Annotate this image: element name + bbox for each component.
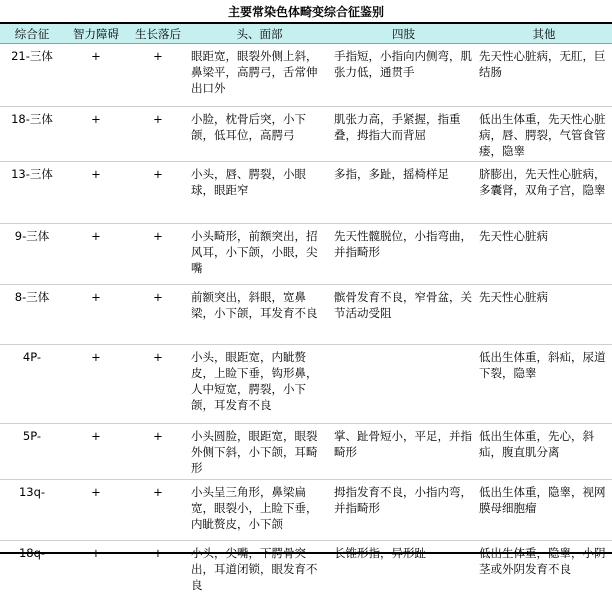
table-row	[0, 224, 612, 285]
limbs-cell: 肌张力高，手紧握，指重叠，拇指大而背屈	[331, 107, 476, 162]
other-cell: 低出生体重，隐睾，视网膜母细胞瘤	[476, 480, 612, 541]
intellectual-cell: +	[64, 480, 128, 541]
growth-cell: +	[128, 424, 188, 480]
table-title: 主要常染色体畸变综合征鉴别	[0, 3, 612, 21]
syndrome-cell: 18q-	[0, 541, 64, 593]
head-face-cell: 前额突出，斜眼，宽鼻梁，小下颌，耳发育不良	[188, 285, 331, 345]
limbs-cell: 先天性髋脱位，小指弯曲，并指畸形	[331, 224, 476, 285]
other-cell: 低出生体重，隐睾，小阴茎或外阴发育不良	[476, 541, 612, 593]
table-row	[0, 44, 612, 107]
table-row	[0, 424, 612, 480]
syndrome-table	[0, 24, 612, 593]
growth-cell: +	[128, 345, 188, 424]
header-syndrome: 综合征	[0, 24, 64, 44]
header-intellectual-disability: 智力障碍	[64, 24, 128, 44]
table-row	[0, 345, 612, 424]
header-limbs: 四肢	[331, 24, 476, 44]
other-cell: 脐膨出，先天性心脏病，多囊肾，双角子宫，隐睾	[476, 162, 612, 224]
other-cell: 先天性心脏病	[476, 285, 612, 345]
head-face-cell: 小脸，枕骨后突，小下颌，低耳位，高腭弓	[188, 107, 331, 162]
head-face-cell: 小头，尖嘴，下腭骨突出，耳道闭锁，眼发育不良	[188, 541, 331, 593]
intellectual-cell: +	[64, 44, 128, 107]
syndrome-cell: 13q-	[0, 480, 64, 541]
limbs-cell: 拇指发育不良，小指内弯，并指畸形	[331, 480, 476, 541]
growth-cell: +	[128, 224, 188, 285]
head-face-cell: 小头呈三角形，鼻梁扁宽，眼裂小，上睑下垂，内眦赘皮，小下颌	[188, 480, 331, 541]
intellectual-cell: +	[64, 162, 128, 224]
head-face-cell: 小头圆脸，眼距宽，眼裂外侧下斜，小下颌，耳畸形	[188, 424, 331, 480]
other-cell: 低出生体重，先心，斜疝，腹直肌分离	[476, 424, 612, 480]
syndrome-cell: 21-三体	[0, 44, 64, 107]
table-row	[0, 541, 612, 593]
growth-cell: +	[128, 285, 188, 345]
limbs-cell: 多指，多趾，摇椅样足	[331, 162, 476, 224]
syndrome-cell: 5P-	[0, 424, 64, 480]
limbs-cell: 掌、趾骨短小，平足，并指畸形	[331, 424, 476, 480]
intellectual-cell: +	[64, 345, 128, 424]
syndrome-cell: 4P-	[0, 345, 64, 424]
syndrome-cell: 18-三体	[0, 107, 64, 162]
other-cell: 先天性心脏病	[476, 224, 612, 285]
intellectual-cell: +	[64, 424, 128, 480]
syndrome-cell: 9-三体	[0, 224, 64, 285]
growth-cell: +	[128, 541, 188, 593]
head-face-cell: 眼距宽，眼裂外侧上斜，鼻梁平，高腭弓，舌常伸出口外	[188, 44, 331, 107]
head-face-cell: 小头，眼距宽，内眦赘皮，上睑下垂，钩形鼻，人中短宽，腭裂，小下颌，耳发育不良	[188, 345, 331, 424]
syndrome-table-container	[0, 22, 612, 554]
table-row	[0, 285, 612, 345]
syndrome-cell: 13-三体	[0, 162, 64, 224]
table-row	[0, 480, 612, 541]
table-row	[0, 107, 612, 162]
growth-cell: +	[128, 107, 188, 162]
intellectual-cell: +	[64, 224, 128, 285]
growth-cell: +	[128, 162, 188, 224]
other-cell: 低出生体重，先天性心脏病，唇、腭裂，气管食管瘘，隐睾	[476, 107, 612, 162]
head-face-cell: 小头，唇、腭裂，小眼球，眼距窄	[188, 162, 331, 224]
intellectual-cell: +	[64, 285, 128, 345]
growth-cell: +	[128, 480, 188, 541]
header-growth-retardation: 生长落后	[128, 24, 188, 44]
syndrome-cell: 8-三体	[0, 285, 64, 345]
header-row	[0, 24, 612, 44]
header-head-face: 头、面部	[188, 24, 331, 44]
header-other: 其他	[476, 24, 612, 44]
limbs-cell: 手指短，小指向内侧弯，肌张力低，通贯手	[331, 44, 476, 107]
other-cell: 低出生体重，斜疝，尿道下裂，隐睾	[476, 345, 612, 424]
table-row	[0, 162, 612, 224]
limbs-cell: 长锥形指，异形趾	[331, 541, 476, 593]
intellectual-cell: +	[64, 107, 128, 162]
other-cell: 先天性心脏病，无肛，巨结肠	[476, 44, 612, 107]
head-face-cell: 小头畸形，前额突出，招风耳，小下颌，小眼，尖嘴	[188, 224, 331, 285]
limbs-cell: 髌骨发育不良，窄骨盆，关节活动受阻	[331, 285, 476, 345]
limbs-cell	[331, 345, 476, 424]
growth-cell: +	[128, 44, 188, 107]
intellectual-cell: +	[64, 541, 128, 593]
